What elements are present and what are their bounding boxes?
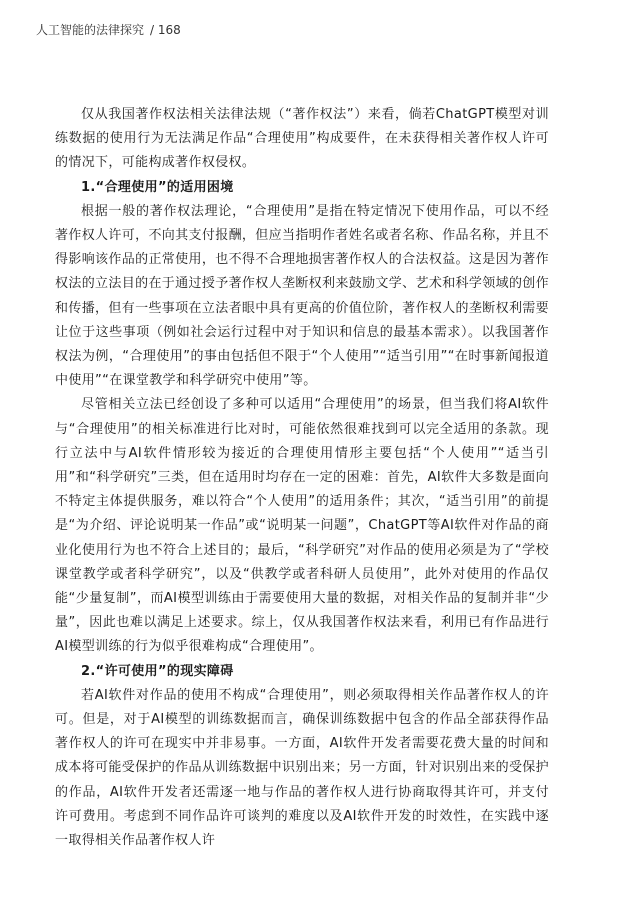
page-body xyxy=(55,103,549,853)
paragraph-fair-use-difficulty: 尽管相关立法已经创设了多种可以适用“合理使用”的场景，但当我们将AI软件与“合理使用”的相关标准进行比对时，可能依然很难找到可以完全适用的条款。现行立法中与AI软件情形较为接近的合理使用情形主要包括“个人使用”“适当引用”和“科学研究”三类，但在适用时均存在一定的困难：首先，AI软件大多数是面向不特定主体提供服务，难以符合“个人使用”的适用条件；其次，“适当引用”的前提是“为介绍、评论说明某一作品”或“说明某一问题”，ChatGPT等AI软件对作品的商业化使用行为也不符合上述目的；最后，“科学研究”对作品的使用必须是为了“学校课堂教学或者科学研究”，以及“供教学或者科研人员使用”，此外对使用的作品仅能“少量复制”，而AI模型训练由于需要使用大量的数据，对相关作品的复制并非“少量”，因此也难以满足上述要求。综上，仅从我国著作权法来看，利用已有作品进行AI模型训练的行为似乎很难构成“合理使用”。 xyxy=(55,397,549,655)
paragraph-licensed-use: 若AI软件对作品的使用不构成“合理使用”，则必须取得相关作品著作权人的许可。但是，对于AI模型的训练数据而言，确保训练数据中包含的作品全部获得作品著作权人的许可在现实中并非易事。一方面，AI软件开发者需要花费大量的时间和成本将可能受保护的作品从训练数据中识别出来；另一方面，针对识别出来的受保护的作品，AI软件开发者还需逐一地与作品的著作权人进行协商取得其许可，并支付许可费用。考虑到不同作品许可谈判的难度以及AI软件开发的时效性，在实践中逐一取得相关作品著作权人许 xyxy=(55,687,549,849)
page-number: / 168 xyxy=(150,23,181,37)
running-header xyxy=(36,22,181,38)
section-heading-fair-use: 1.“合理使用”的适用困境 xyxy=(81,179,234,195)
paragraph-fair-use-theory: 根据一般的著作权法理论，“合理使用”是指在特定情况下使用作品，可以不经著作权人许可，不向其支付报酬，但应当指明作者姓名或者名称、作品名称，并且不得影响该作品的正常使用，也不得不合理地损害著作权人的合法权益。这是因为著作权法的立法目的在于通过授予著作权人垄断权利来鼓励文学、艺术和科学领域的创作和传播，但有一些事项在立法者眼中具有更高的价值位阶，著作权人的垄断权利需要让位于这些事项（例如社会运行过程中对于知识和信息的最基本需求）。以我国著作权法为例，“合理使用”的事由包括但不限于“个人使用”“适当引用”“在时事新闻报道中使用”“在课堂教学和科学研究中使用”等。 xyxy=(55,203,549,389)
paragraph-intro: 仅从我国著作权法相关法律法规（“著作权法”）来看，倘若ChatGPT模型对训练数据的使用行为无法满足作品“合理使用”构成要件，在未获得相关著作权人许可的情况下，可能构成著作权侵权。 xyxy=(55,107,549,171)
section-heading-licensed-use: 2.“许可使用”的现实障碍 xyxy=(81,663,234,679)
book-title: 人工智能的法律探究 xyxy=(36,23,145,37)
